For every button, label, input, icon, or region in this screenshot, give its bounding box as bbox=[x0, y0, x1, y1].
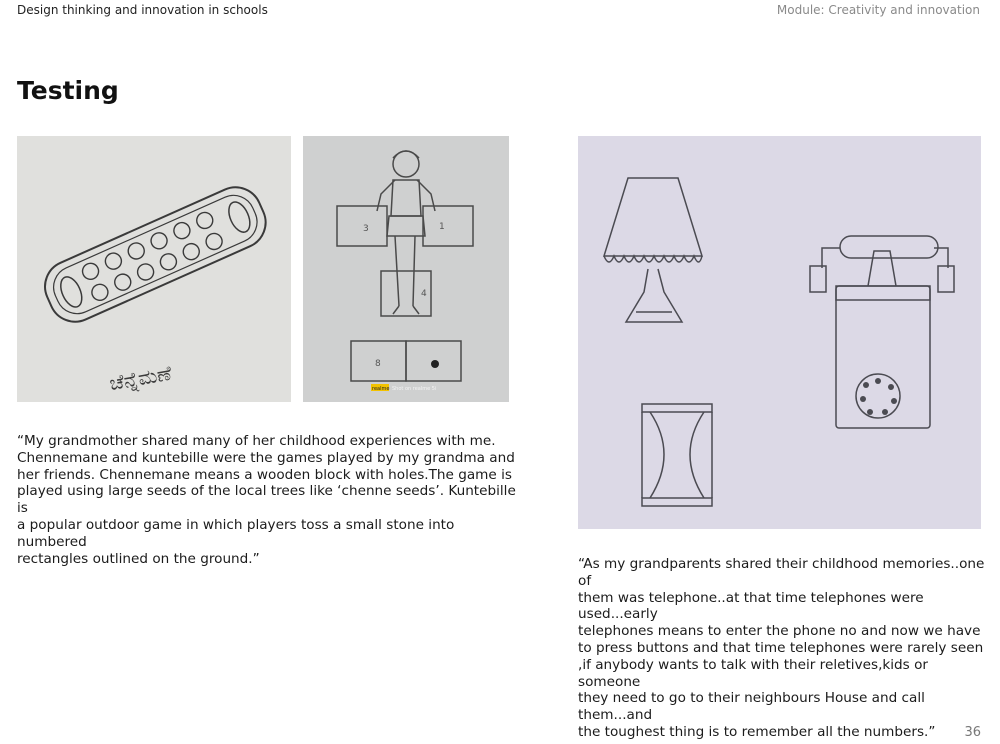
grandparents-quote: “As my grandparents shared their childhood memories..one of them was telephone..at that time telephones were used...early telephones means to enter the phone no and now we have to press buttons and that time telephones were rarely seen ,if anybody wants to talk with their reletives,kids or someone they need to go to their neighbours House and call them...and the toughest thing is to remember all the numbers.” bbox=[578, 556, 985, 740]
course-title: Design thinking and innovation in schools bbox=[17, 3, 268, 17]
kuntebille-drawing-photo bbox=[303, 136, 509, 402]
hopscotch-number-8: 8 bbox=[375, 359, 381, 369]
camera-caption: Shot on realme 5i bbox=[392, 386, 437, 392]
stone-mark bbox=[431, 360, 439, 368]
page-number: 36 bbox=[964, 725, 981, 740]
hopscotch-number-4: 4 bbox=[421, 289, 427, 299]
page-title: Testing bbox=[17, 76, 119, 105]
kannada-script-label: ಚೆನ್ನೆಮಣೆ bbox=[107, 360, 174, 396]
hopscotch-number-1: 1 bbox=[439, 222, 445, 232]
hopscotch-number-3: 3 bbox=[363, 224, 369, 234]
camera-brand: realme bbox=[372, 386, 390, 392]
grandmother-quote: “My grandmother shared many of her childhood experiences with me. Chennemane and kuntebille were the games played by my grandma and her friends. Chennemane means a wooden block with holes.The game is played using large seeds of the local trees like ‘chenne seeds’. Kuntebille is a popular outdoor game in which players toss a small stone into numbered rectangles outlined on the ground.” bbox=[17, 433, 516, 567]
module-label: Module: Creativity and innovation bbox=[776, 3, 980, 17]
telephone-drawing-photo bbox=[578, 136, 981, 529]
chennemane-drawing-photo bbox=[17, 136, 291, 402]
